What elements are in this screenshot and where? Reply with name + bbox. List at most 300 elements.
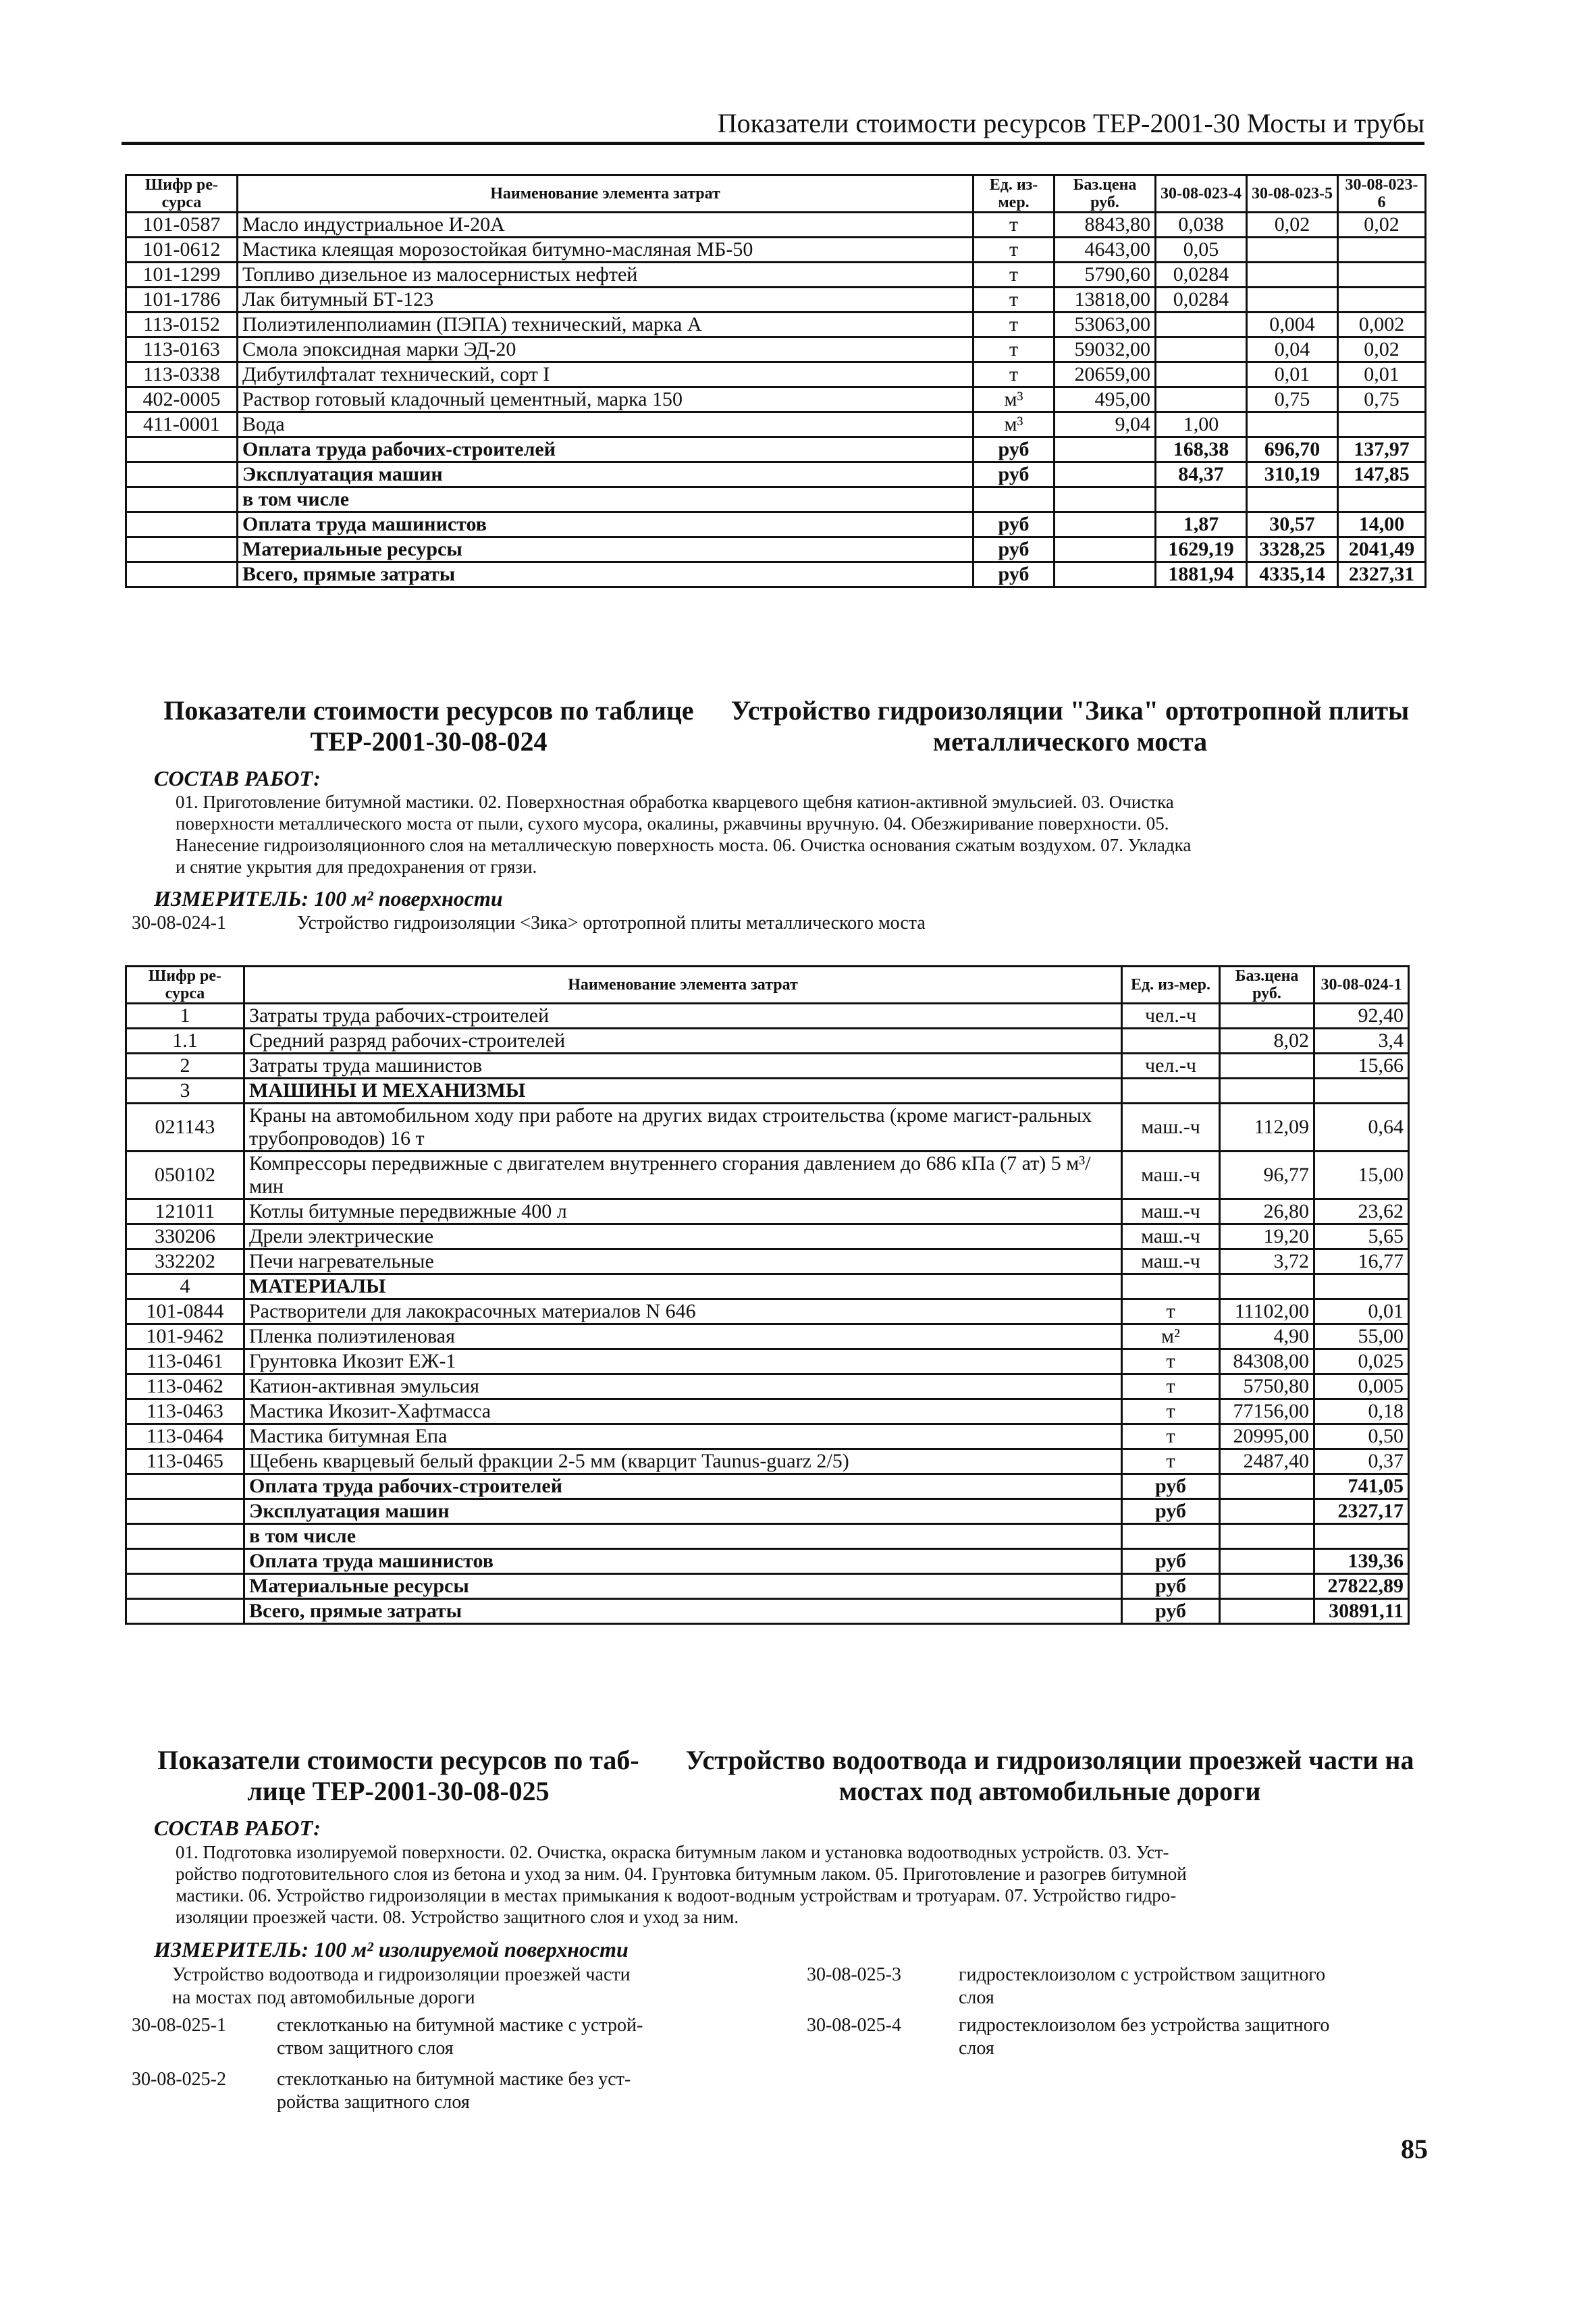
table-cell: т: [974, 313, 1055, 337]
group-title-line: на мостах под автомобильные дороги: [172, 1987, 475, 2008]
composition-line: мастики. 06. Устройство гидроизоляции в местах примыкания к водоот-водным устройствам и тротуарам. 07. Устройство гидро-: [176, 1885, 1177, 1906]
table-cell: 113-0338: [126, 362, 238, 387]
table-cell: [1220, 1599, 1314, 1624]
table-cell: 1,87: [1156, 512, 1247, 537]
table-cell: 3,72: [1220, 1249, 1314, 1274]
table-cell: Топливо дизельное из малосернистых нефтей: [238, 263, 974, 288]
table-cell: [1156, 487, 1247, 512]
table-cell: т: [974, 362, 1055, 387]
table-row: [126, 462, 1426, 487]
column-header: 30-08-023-5: [1247, 175, 1338, 213]
table-cell: 3: [126, 1079, 244, 1104]
table-cell: 3,4: [1314, 1029, 1409, 1054]
table-cell: Мастика битумная Епа: [244, 1424, 1122, 1449]
table-row: [126, 1499, 1409, 1524]
table-cell: 15,00: [1314, 1152, 1409, 1199]
running-header: [122, 108, 1424, 145]
column-header: Ед. из-мер.: [1122, 967, 1220, 1004]
table-cell: Полиэтиленполиамин (ПЭПА) технический, марка А: [238, 313, 974, 337]
table-cell: 101-1786: [126, 288, 238, 313]
table-row: [126, 1474, 1409, 1499]
table-cell: 0,038: [1156, 213, 1247, 238]
table-cell: Краны на автомобильном ходу при работе на других видах строительства (кроме магист-ральных трубопроводов) 16 т: [244, 1104, 1122, 1152]
table-row: [126, 1524, 1409, 1549]
table-row: [126, 1599, 1409, 1624]
table-cell: 3328,25: [1247, 537, 1338, 562]
table-cell: Грунтовка Икозит ЕЖ-1: [244, 1349, 1122, 1374]
column-header: Шифр ре-сурса: [126, 967, 244, 1004]
table-cell: 113-0465: [126, 1449, 244, 1474]
heading-line: Показатели стоимости ресурсов по таблице: [163, 695, 694, 726]
table-cell: руб: [1122, 1549, 1220, 1574]
table-cell: 332202: [126, 1249, 244, 1274]
table-cell: [1338, 288, 1426, 313]
table-cell: Эксплуатация машин: [244, 1499, 1122, 1524]
table-cell: т: [1122, 1449, 1220, 1474]
table-cell: Оплата труда машинистов: [238, 512, 974, 537]
table-row: [126, 1224, 1409, 1249]
table-cell: Эксплуатация машин: [238, 462, 974, 487]
table-row: [126, 1399, 1409, 1424]
table-cell: Затраты труда рабочих-строителей: [244, 1004, 1122, 1029]
table-row: [126, 1374, 1409, 1399]
table-cell: [1122, 1274, 1220, 1299]
table-cell: [1338, 263, 1426, 288]
table-cell: 113-0464: [126, 1424, 244, 1449]
table-cell: 92,40: [1314, 1004, 1409, 1029]
table-cell: [1055, 462, 1156, 487]
composition-label: СОСТАВ РАБОТ:: [154, 1816, 321, 1840]
table-cell: 2327,31: [1338, 562, 1426, 587]
table-cell: 30,57: [1247, 512, 1338, 537]
table-cell: Оплата труда рабочих-строителей: [238, 437, 974, 462]
table-cell: 1: [126, 1004, 244, 1029]
table-cell: [126, 437, 238, 462]
table-cell: [1156, 313, 1247, 337]
table-row: [126, 362, 1426, 387]
table-cell: Масло индустриальное И-20А: [238, 213, 974, 238]
table-cell: 0,37: [1314, 1449, 1409, 1474]
resource-table-023: [125, 174, 1427, 588]
table-cell: 4335,14: [1247, 562, 1338, 587]
table-cell: 310,19: [1247, 462, 1338, 487]
table-cell: 0,0284: [1156, 288, 1247, 313]
table-cell: МАТЕРИАЛЫ: [244, 1274, 1122, 1299]
table-row: [126, 387, 1426, 412]
item-description: гидростеклоизолом с устройством защитного: [959, 1964, 1326, 1985]
table-cell: 101-0844: [126, 1299, 244, 1324]
table-cell: 20659,00: [1055, 362, 1156, 387]
table-cell: Всего, прямые затраты: [238, 562, 974, 587]
table-cell: 101-1299: [126, 263, 238, 288]
table-cell: Печи нагревательные: [244, 1249, 1122, 1274]
section-heading-left: [135, 1745, 662, 1807]
table-cell: 113-0461: [126, 1349, 244, 1374]
table-row: [126, 1029, 1409, 1054]
table-cell: 113-0462: [126, 1374, 244, 1399]
table-cell: в том числе: [244, 1524, 1122, 1549]
table-cell: 101-0612: [126, 238, 238, 263]
table-cell: [1220, 1474, 1314, 1499]
table-cell: [1247, 412, 1338, 437]
table-cell: руб: [974, 462, 1055, 487]
running-header-text: Показатели стоимости ресурсов ТЕР-2001-30 Мосты и трубы: [717, 108, 1424, 138]
column-header: Наименование элемента затрат: [244, 967, 1122, 1004]
measure-label: ИЗМЕРИТЕЛЬ: 100 м² изолируемой поверхности: [154, 1937, 629, 1962]
table-cell: 5790,60: [1055, 263, 1156, 288]
table-row: [126, 313, 1426, 337]
table-cell: Пленка полиэтиленовая: [244, 1324, 1122, 1349]
table-row: [126, 1274, 1409, 1299]
table-cell: 101-9462: [126, 1324, 244, 1349]
table-cell: 2487,40: [1220, 1449, 1314, 1474]
table-header: [126, 175, 1426, 213]
table-row: [126, 1104, 1409, 1152]
table-cell: 1881,94: [1156, 562, 1247, 587]
table-cell: 147,85: [1338, 462, 1426, 487]
table-cell: Котлы битумные передвижные 400 л: [244, 1199, 1122, 1224]
table-cell: руб: [1122, 1499, 1220, 1524]
table-cell: 84308,00: [1220, 1349, 1314, 1374]
item-description: гидростеклоизолом без устройства защитного: [959, 2015, 1330, 2036]
table-cell: м³: [974, 387, 1055, 412]
table-cell: руб: [974, 562, 1055, 587]
column-header: Наименование элемента затрат: [238, 175, 974, 213]
table-cell: [126, 487, 238, 512]
table-header: [126, 967, 1409, 1004]
group-title-line: Устройство водоотвода и гидроизоляции проезжей части: [172, 1964, 631, 1985]
section-heading-right: [709, 695, 1431, 757]
composition-line: Нанесение гидроизоляционного слоя на металлическую поверхность моста. 06. Очистка основания сжатым воздухом. 07. Укладка: [176, 835, 1192, 855]
table-cell: 53063,00: [1055, 313, 1156, 337]
table-cell: 11102,00: [1220, 1299, 1314, 1324]
table-cell: 9,04: [1055, 412, 1156, 437]
table-cell: 495,00: [1055, 387, 1156, 412]
table-cell: 96,77: [1220, 1152, 1314, 1199]
table-cell: [1247, 487, 1338, 512]
table-cell: руб: [1122, 1474, 1220, 1499]
table-cell: 0,005: [1314, 1374, 1409, 1399]
table-cell: [1055, 562, 1156, 587]
table-row: [126, 1549, 1409, 1574]
table-cell: [1156, 387, 1247, 412]
table-cell: т: [1122, 1424, 1220, 1449]
table-cell: 101-0587: [126, 213, 238, 238]
item-code: 30-08-024-1: [132, 913, 226, 934]
table-cell: маш.-ч: [1122, 1104, 1220, 1152]
table-cell: [1156, 362, 1247, 387]
table-row: [126, 537, 1426, 562]
table-cell: Оплата труда машинистов: [244, 1549, 1122, 1574]
table-cell: 050102: [126, 1152, 244, 1199]
table-cell: Мастика клеящая морозостойкая битумно-масляная МБ-50: [238, 238, 974, 263]
item-code: 30-08-025-2: [132, 2069, 226, 2090]
composition-text: [176, 791, 1431, 877]
table-cell: [1220, 1524, 1314, 1549]
table-cell: 23,62: [1314, 1199, 1409, 1224]
column-header: 30-08-023-4: [1156, 175, 1247, 213]
table-cell: [126, 562, 238, 587]
table-cell: в том числе: [238, 487, 974, 512]
column-header: 30-08-024-1: [1314, 967, 1409, 1004]
table-cell: [126, 512, 238, 537]
table-row: [126, 1054, 1409, 1079]
item-description: ством защитного слоя: [277, 2038, 454, 2059]
table-cell: [126, 1549, 244, 1574]
table-cell: 0,64: [1314, 1104, 1409, 1152]
table-row: [126, 1299, 1409, 1324]
table-cell: Материальные ресурсы: [238, 537, 974, 562]
table-cell: [1247, 288, 1338, 313]
table-cell: 0,02: [1338, 337, 1426, 362]
table-cell: [1220, 1499, 1314, 1524]
table-cell: 168,38: [1156, 437, 1247, 462]
table-cell: т: [974, 263, 1055, 288]
table-cell: 0,004: [1247, 313, 1338, 337]
composition-label: СОСТАВ РАБОТ:: [154, 766, 321, 790]
table-cell: [1122, 1029, 1220, 1054]
table-cell: [974, 487, 1055, 512]
table-cell: 0,75: [1338, 387, 1426, 412]
table-cell: т: [1122, 1374, 1220, 1399]
table-cell: [1220, 1079, 1314, 1104]
table-cell: 84,37: [1156, 462, 1247, 487]
table-cell: руб: [974, 437, 1055, 462]
table-cell: [1220, 1004, 1314, 1029]
table-cell: руб: [974, 537, 1055, 562]
table-cell: [126, 1524, 244, 1549]
table-row: [126, 1324, 1409, 1349]
table-cell: [1314, 1079, 1409, 1104]
table-cell: Мастика Икозит-Хафтмасса: [244, 1399, 1122, 1424]
table-cell: чел.-ч: [1122, 1004, 1220, 1029]
table-cell: 27822,89: [1314, 1574, 1409, 1599]
table-cell: маш.-ч: [1122, 1152, 1220, 1199]
table-cell: [1314, 1274, 1409, 1299]
table-cell: 0,04: [1247, 337, 1338, 362]
table-cell: т: [974, 337, 1055, 362]
measure-label: ИЗМЕРИТЕЛЬ: 100 м² поверхности: [154, 886, 503, 911]
resource-table-024: [125, 965, 1410, 1625]
table-cell: 4643,00: [1055, 238, 1156, 263]
table-cell: Компрессоры передвижные с двигателем внутреннего сгорания давлением до 686 кПа (7 ат) 5 м³/мин: [244, 1152, 1122, 1199]
table-cell: [1314, 1524, 1409, 1549]
column-header: Ед. из-мер.: [974, 175, 1055, 213]
table-cell: 0,025: [1314, 1349, 1409, 1374]
table-cell: 0,002: [1338, 313, 1426, 337]
table-cell: [1122, 1079, 1220, 1104]
table-cell: 2: [126, 1054, 244, 1079]
table-cell: [126, 1574, 244, 1599]
table-cell: маш.-ч: [1122, 1199, 1220, 1224]
table-row: [126, 337, 1426, 362]
composition-line: и снятие укрытия для предохранения от грязи.: [176, 857, 537, 877]
table-row: [126, 1152, 1409, 1199]
table-cell: руб: [974, 512, 1055, 537]
column-header: 30-08-023-6: [1338, 175, 1426, 213]
table-cell: 113-0163: [126, 337, 238, 362]
table-cell: м²: [1122, 1324, 1220, 1349]
table-cell: 8,02: [1220, 1029, 1314, 1054]
table-cell: [1220, 1549, 1314, 1574]
table-row: [126, 1199, 1409, 1224]
table-cell: МАШИНЫ И МЕХАНИЗМЫ: [244, 1079, 1122, 1104]
table-cell: [1220, 1574, 1314, 1599]
table-cell: 0,01: [1314, 1299, 1409, 1324]
table-cell: 113-0463: [126, 1399, 244, 1424]
table-cell: [1055, 512, 1156, 537]
table-row: [126, 1449, 1409, 1474]
table-row: [126, 213, 1426, 238]
table-cell: т: [1122, 1299, 1220, 1324]
section-heading-right: [658, 1745, 1441, 1807]
table-cell: 77156,00: [1220, 1399, 1314, 1424]
item-description: слоя: [959, 2038, 994, 2059]
table-cell: 1629,19: [1156, 537, 1247, 562]
table-cell: 021143: [126, 1104, 244, 1152]
table-cell: [126, 1499, 244, 1524]
table-cell: [1055, 537, 1156, 562]
table-cell: 0,01: [1247, 362, 1338, 387]
table-cell: т: [1122, 1349, 1220, 1374]
heading-line: Устройство гидроизоляции "Зика" ортотропной плиты: [730, 695, 1410, 726]
table-cell: 15,66: [1314, 1054, 1409, 1079]
item-code: 30-08-025-4: [807, 2015, 901, 2036]
table-cell: 1.1: [126, 1029, 244, 1054]
table-cell: 330206: [126, 1224, 244, 1249]
table-cell: Всего, прямые затраты: [244, 1599, 1122, 1624]
table-row: [126, 512, 1426, 537]
table-cell: 137,97: [1338, 437, 1426, 462]
table-cell: т: [974, 213, 1055, 238]
item-text: Устройство гидроизоляции <Зика> ортотропной плиты металлического моста: [297, 913, 926, 934]
heading-line: металлического моста: [932, 726, 1208, 757]
item-description: стеклотканью на битумной мастике с устрой-: [277, 2015, 643, 2036]
table-cell: Смола эпоксидная марки ЭД-20: [238, 337, 974, 362]
table-cell: 0,02: [1247, 213, 1338, 238]
composition-line: поверхности металлического моста от пыли, сухого мусора, окалины, ржавчины вручную. 04. Обезжиривание поверхности. 05.: [176, 813, 1169, 834]
table-cell: 0,50: [1314, 1424, 1409, 1449]
table-cell: 26,80: [1220, 1199, 1314, 1224]
table-cell: [1055, 437, 1156, 462]
table-row: [126, 1079, 1409, 1104]
table-cell: 1,00: [1156, 412, 1247, 437]
table-row: [126, 1004, 1409, 1029]
table-cell: Щебень кварцевый белый фракции 2-5 мм (кварцит Taunus-guarz 2/5): [244, 1449, 1122, 1474]
table-cell: Оплата труда рабочих-строителей: [244, 1474, 1122, 1499]
table-cell: 14,00: [1338, 512, 1426, 537]
table-cell: Материальные ресурсы: [244, 1574, 1122, 1599]
table-cell: 5,65: [1314, 1224, 1409, 1249]
heading-line: Показатели стоимости ресурсов по таб-: [157, 1745, 639, 1775]
composition-text: [176, 1841, 1431, 1928]
table-cell: 0,18: [1314, 1399, 1409, 1424]
table-cell: 0,75: [1247, 387, 1338, 412]
table-cell: 4,90: [1220, 1324, 1314, 1349]
composition-line: ройство подготовительного слоя из бетона и уход за ним. 04. Грунтовка битумным лаком. 05. Приготовление и разогрев битумной: [176, 1864, 1187, 1884]
table-cell: 121011: [126, 1199, 244, 1224]
table-row: [126, 263, 1426, 288]
table-cell: 19,20: [1220, 1224, 1314, 1249]
table-cell: 0,01: [1338, 362, 1426, 387]
table-cell: руб: [1122, 1574, 1220, 1599]
table-cell: 55,00: [1314, 1324, 1409, 1349]
table-row: [126, 487, 1426, 512]
table-cell: м³: [974, 412, 1055, 437]
table-cell: 30891,11: [1314, 1599, 1409, 1624]
table-cell: Вода: [238, 412, 974, 437]
column-header: Шифр ре-сурса: [126, 175, 238, 213]
table-cell: Средний разряд рабочих-строителей: [244, 1029, 1122, 1054]
heading-line: лице ТЕР-2001-30-08-025: [247, 1776, 550, 1806]
table-cell: Затраты труда машинистов: [244, 1054, 1122, 1079]
table-cell: т: [974, 238, 1055, 263]
table-cell: [1055, 487, 1156, 512]
table-cell: [126, 1599, 244, 1624]
table-cell: 16,77: [1314, 1249, 1409, 1274]
table-row: [126, 238, 1426, 263]
table-cell: 20995,00: [1220, 1424, 1314, 1449]
table-cell: 2327,17: [1314, 1499, 1409, 1524]
table-cell: 411-0001: [126, 412, 238, 437]
table-cell: Раствор готовый кладочный цементный, марка 150: [238, 387, 974, 412]
table-cell: 13818,00: [1055, 288, 1156, 313]
item-code: 30-08-025-3: [807, 1964, 901, 1985]
composition-line: 01. Подготовка изолируемой поверхности. 02. Очистка, окраска битумным лаком и установка водоотводных устройств. 03. Уст-: [176, 1842, 1169, 1862]
table-cell: 2041,49: [1338, 537, 1426, 562]
table-cell: Катион-активная эмульсия: [244, 1374, 1122, 1399]
table-cell: 8843,80: [1055, 213, 1156, 238]
heading-line: Устройство водоотвода и гидроизоляции проезжей части на: [685, 1745, 1414, 1775]
table-cell: маш.-ч: [1122, 1224, 1220, 1249]
table-cell: [126, 1474, 244, 1499]
heading-line: ТЕР-2001-30-08-024: [310, 726, 548, 757]
table-cell: 741,05: [1314, 1474, 1409, 1499]
heading-line: мостах под автомобильные дороги: [838, 1776, 1261, 1806]
table-cell: 402-0005: [126, 387, 238, 412]
table-cell: [1220, 1274, 1314, 1299]
table-row: [126, 412, 1426, 437]
table-cell: [1338, 238, 1426, 263]
table-row: [126, 437, 1426, 462]
table-cell: [1338, 412, 1426, 437]
table-cell: 113-0152: [126, 313, 238, 337]
table-row: [126, 1424, 1409, 1449]
table-cell: [1247, 238, 1338, 263]
table-cell: [1156, 337, 1247, 362]
composition-line: 01. Приготовление битумной мастики. 02. Поверхностная обработка кварцевого щебня катион-активной эмульсией. 03. Очистка: [176, 792, 1174, 812]
item-description: стеклотканью на битумной мастике без уст-: [277, 2069, 631, 2090]
table-cell: руб: [1122, 1599, 1220, 1624]
table-cell: [1247, 263, 1338, 288]
table-row: [126, 562, 1426, 587]
section-heading-left: [138, 695, 719, 757]
item-description: ройства защитного слоя: [277, 2092, 470, 2113]
table-cell: 4: [126, 1274, 244, 1299]
table-cell: Растворители для лакокрасочных материалов N 646: [244, 1299, 1122, 1324]
table-cell: Дрели электрические: [244, 1224, 1122, 1249]
table-cell: 696,70: [1247, 437, 1338, 462]
table-cell: маш.-ч: [1122, 1249, 1220, 1274]
table-cell: [1338, 487, 1426, 512]
composition-line: изоляции проезжей части. 08. Устройство защитного слоя и уход за ним.: [176, 1907, 739, 1927]
table-cell: Дибутилфталат технический, сорт I: [238, 362, 974, 387]
table-cell: 139,36: [1314, 1549, 1409, 1574]
table-cell: 0,02: [1338, 213, 1426, 238]
column-header: Баз.цена руб.: [1055, 175, 1156, 213]
item-description: слоя: [959, 1987, 994, 2008]
table-cell: 5750,80: [1220, 1374, 1314, 1399]
